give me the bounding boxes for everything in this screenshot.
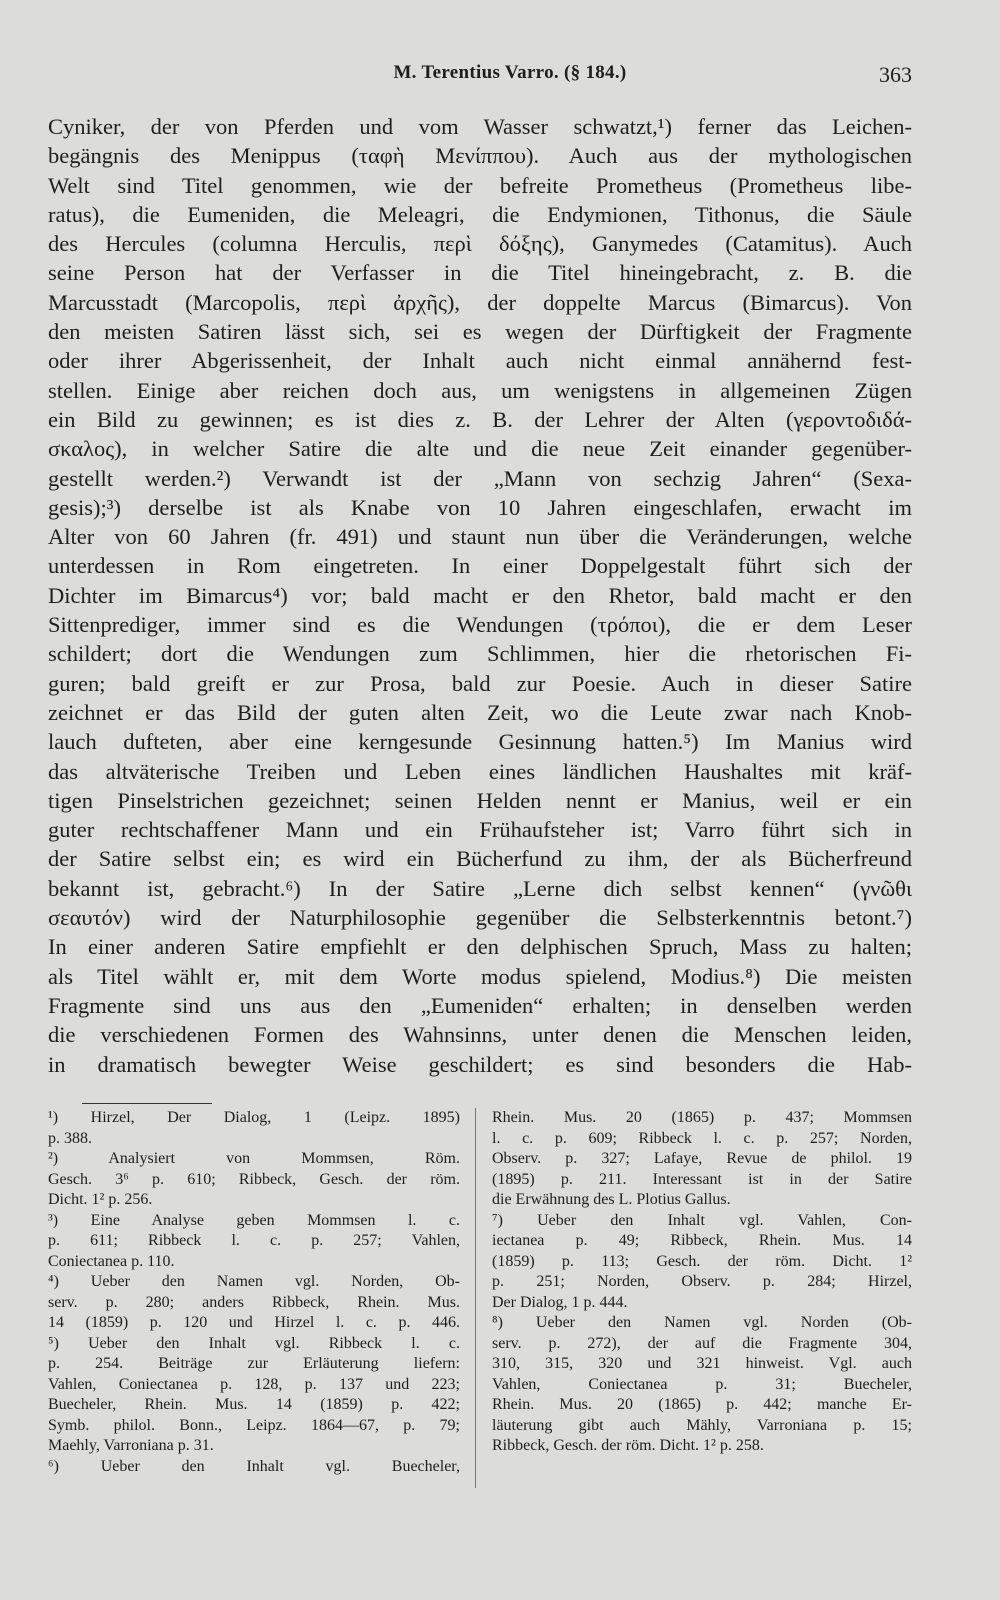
text-line: begängnis des Menippus (ταφὴ Μενίππου). Auch aus der mythologischen [48, 143, 912, 169]
main-text [48, 112, 912, 1079]
text-line: lauch dufteten, aber eine kerngesunde Gesinnung hatten.⁵) Im Manius wird [48, 729, 912, 755]
text-line: guter rechtschaffener Mann und ein Frühaufsteher ist; Varro führt sich in [48, 817, 912, 843]
footnote-line: (1859) p. 113; Gesch. der röm. Dicht. 1² [492, 1252, 912, 1270]
footnote-line: l. c. p. 609; Ribbeck l. c. p. 257; Norden, [492, 1129, 912, 1147]
text-line: Welt sind Titel genommen, wie der befreite Prometheus (Prometheus libe- [48, 172, 912, 198]
text-line: die verschiedenen Formen des Wahnsinns, unter denen die Menschen leiden, [48, 1022, 912, 1048]
text-line: stellen. Einige aber reichen doch aus, um wenigstens in allgemeinen Zügen [48, 377, 912, 403]
text-line: oder ihrer Abgerissenheit, der Inhalt auch nicht einmal annähernd fest- [48, 348, 912, 374]
footnote-line: serv. p. 280; anders Ribbeck, Rhein. Mus. [48, 1293, 460, 1311]
footnote-line: Der Dialog, 1 p. 444. [492, 1293, 628, 1311]
footnote-rule [82, 1103, 212, 1104]
footnote-line: Vahlen, Coniectanea p. 128, p. 137 und 223; [48, 1375, 460, 1393]
text-line: in dramatisch bewegter Weise geschildert; es sind besonders die Hab- [48, 1051, 912, 1077]
text-line: ein Bild zu gewinnen; es ist dies z. B. der Lehrer der Alten (γεροντοδιδά- [48, 406, 912, 432]
footnote-line: Buecheler, Rhein. Mus. 14 (1859) p. 422; [48, 1396, 460, 1413]
footnote-line: 14 (1859) p. 120 und Hirzel l. c. p. 446. [48, 1314, 460, 1331]
footnote-line: p. 254. Beiträge zur Erläuterung liefern: [48, 1355, 460, 1372]
footnote-line: ⁴) Ueber den Namen vgl. Norden, Ob- [48, 1273, 460, 1290]
footnote-column-divider [475, 1108, 476, 1488]
footnotes-right-column [492, 1108, 912, 1457]
text-line: der Satire selbst ein; es wird ein Bücherfund zu ihm, der als Bücherfreund [48, 846, 912, 872]
footnote-line: p. 611; Ribbeck l. c. p. 257; Vahlen, [48, 1232, 460, 1249]
text-line: des Hercules (columna Herculis, περὶ δόξης), Ganymedes (Catamitus). Auch [48, 231, 912, 257]
text-line: guren; bald greift er zur Prosa, bald zur Poesie. Auch in dieser Satire [48, 670, 912, 696]
footnote-line: iectanea p. 49; Ribbeck, Rhein. Mus. 14 [492, 1232, 912, 1249]
footnote-line: Maehly, Varroniana p. 31. [48, 1437, 214, 1454]
text-line: zeichnet er das Bild der guten alten Zeit, wo die Leute zwar nach Knob- [48, 699, 912, 725]
text-line: Dichter im Bimarcus⁴) vor; bald macht er den Rhetor, bald macht er den [48, 582, 912, 608]
text-line: Fragmente sind uns aus den „Eumeniden“ erhalten; in denselben werden [48, 992, 912, 1018]
footnote-line: p. 388. [48, 1129, 92, 1147]
text-line: Sittenprediger, immer sind es die Wendungen (τρόποι), die er dem Leser [48, 612, 912, 638]
footnote-line: die Erwähnung des L. Plotius Gallus. [492, 1191, 731, 1208]
text-line: ratus), die Eumeniden, die Meleagri, die Endymionen, Tithonus, die Säule [48, 201, 912, 227]
text-line: gesis);³) derselbe ist als Knabe von 10 Jahren eingeschlafen, erwacht im [48, 494, 912, 520]
footnote-line: ³) Eine Analyse geben Mommsen l. c. [48, 1211, 460, 1229]
footnotes-left-column [48, 1108, 460, 1477]
footnote-line: Dicht. 1² p. 256. [48, 1191, 153, 1208]
text-line: den meisten Satiren lässt sich, sei es wegen der Dürftigkeit der Fragmente [48, 319, 912, 345]
text-line: σεαυτόν) wird der Naturphilosophie gegenüber die Selbsterkenntnis betont.⁷) [48, 905, 912, 931]
footnote-line: ¹) Hirzel, Der Dialog, 1 (Leipz. 1895) [48, 1109, 460, 1126]
text-line: tigen Pinselstrichen gezeichnet; seinen Helden nennt er Manius, weil er ein [48, 787, 912, 813]
text-line: seine Person hat der Verfasser in die Titel hineingebracht, z. B. die [48, 260, 912, 286]
text-line: als Titel wählt er, mit dem Worte modus spielend, Modius.⁸) Die meisten [48, 963, 912, 989]
text-line: das altväterische Treiben und Leben eines ländlichen Haushaltes mit kräf- [48, 758, 912, 784]
footnote-line: p. 251; Norden, Observ. p. 284; Hirzel, [492, 1273, 912, 1290]
footnote-line: 310, 315, 320 und 321 hinweist. Vgl. auch [492, 1355, 912, 1372]
footnote-line: ⁸) Ueber den Namen vgl. Norden (Ob- [492, 1314, 912, 1331]
footnote-line: ⁷) Ueber den Inhalt vgl. Vahlen, Con- [492, 1211, 912, 1229]
footnote-line: läuterung gibt auch Mähly, Varroniana p. 15; [492, 1416, 912, 1434]
text-line: Cyniker, der von Pferden und vom Wasser schwatzt,¹) ferner das Leichen- [48, 114, 912, 139]
text-line: σκαλος), in welcher Satire die alte und die neue Zeit einander gegenüber- [48, 436, 912, 462]
footnote-line: Rhein. Mus. 20 (1865) p. 442; manche Er- [492, 1396, 912, 1413]
running-head: M. Terentius Varro. (§ 184.) [393, 62, 627, 83]
footnote-line: Observ. p. 327; Lafaye, Revue de philol. 19 [492, 1150, 912, 1167]
footnote-line: ²) Analysiert von Mommsen, Röm. [48, 1150, 460, 1167]
page-header [48, 62, 912, 90]
text-line: Marcusstadt (Marcopolis, περὶ ἀρχῆς), der doppelte Marcus (Bimarcus). Von [48, 289, 912, 315]
text-line: bekannt ist, gebracht.⁶) In der Satire „Lerne dich selbst kennen“ (γνῶθι [48, 875, 912, 901]
footnote-line: Coniectanea p. 110. [48, 1252, 175, 1270]
text-line: gestellt werden.²) Verwandt ist der „Mann von sechzig Jahren“ (Sexa- [48, 465, 912, 491]
text-line: schildert; dort die Wendungen zum Schlimmen, hier die rhetorischen Fi- [48, 641, 912, 667]
footnote-line: Rhein. Mus. 20 (1865) p. 437; Mommsen [492, 1109, 912, 1126]
footnote-line: serv. p. 272), der auf die Fragmente 304, [492, 1334, 912, 1352]
text-line: unterdessen in Rom eingetreten. In einer Doppelgestalt führt sich der [48, 553, 912, 579]
footnote-line: Symb. philol. Bonn., Leipz. 1864—67, p. 79; [48, 1416, 460, 1434]
text-line: Alter von 60 Jahren (fr. 491) und staunt nun über die Veränderungen, welche [48, 524, 912, 550]
footnote-line: Gesch. 3⁶ p. 610; Ribbeck, Gesch. der röm. [48, 1170, 460, 1188]
footnote-line: ⁶) Ueber den Inhalt vgl. Buecheler, [48, 1457, 460, 1475]
text-line: In einer anderen Satire empfiehlt er den delphischen Spruch, Mass zu halten; [48, 934, 912, 960]
page-number: 363 [879, 62, 912, 87]
footnote-line: (1895) p. 211. Interessant ist in der Satire [492, 1170, 912, 1188]
footnote-line: Ribbeck, Gesch. der röm. Dicht. 1² p. 258. [492, 1437, 764, 1454]
footnote-line: ⁵) Ueber den Inhalt vgl. Ribbeck l. c. [48, 1334, 460, 1352]
footnote-line: Vahlen, Coniectanea p. 31; Buecheler, [492, 1375, 912, 1393]
